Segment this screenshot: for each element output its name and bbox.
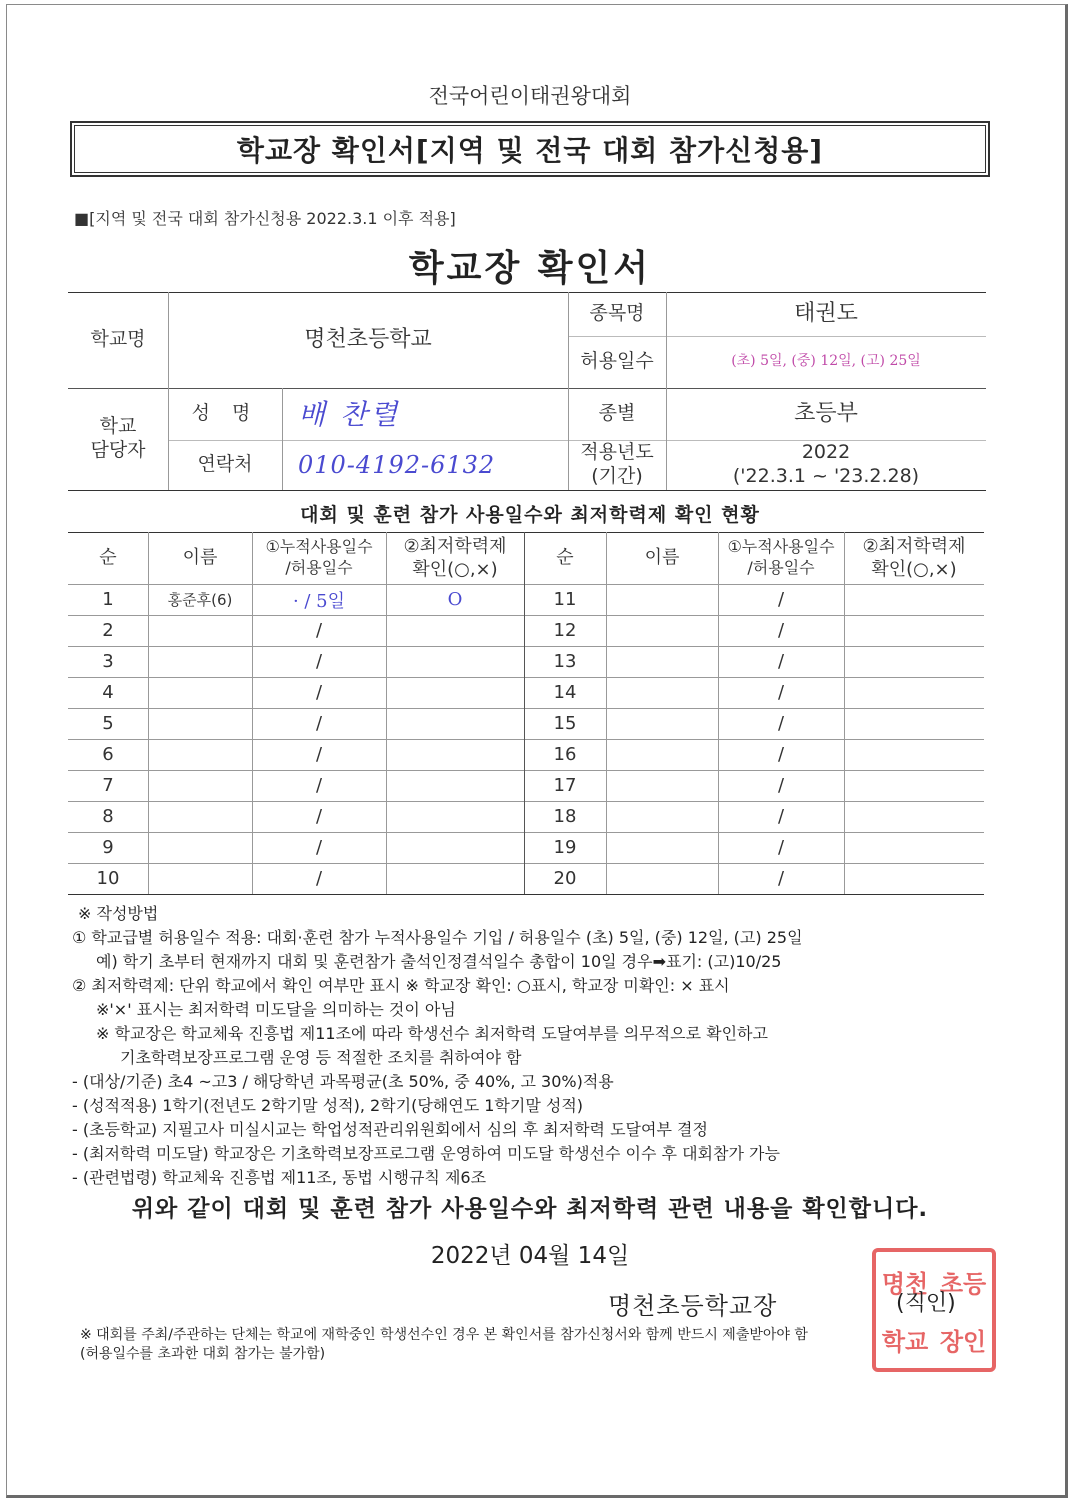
instruction-line: ※ 작성방법 [78,904,159,923]
applicability-notice: ■[지역 및 전국 대회 참가신청용 2022.3.1 이후 적용] [74,209,456,228]
roster-name-cell [148,801,252,832]
roster-acad-cell [386,677,524,708]
roster-name-cell [148,739,252,770]
allowed-days-label: 허용일수 [580,350,654,373]
roster-acad-cell [844,646,984,677]
roster-acad-cell [844,863,984,894]
grid-line [68,532,984,533]
roster-no-cell: 8 [102,806,114,827]
event-title: 전국어린이태권왕대회 [428,84,632,108]
roster-no-cell: 2 [102,620,114,641]
signer-title: 명천초등학교장 [608,1292,778,1320]
header-days-line1: ①누적사용일수 [727,537,835,557]
grid-line [68,894,984,895]
division-label: 종별 [598,402,636,425]
roster-no-cell: 4 [102,682,114,703]
header-no-left: 순 [99,547,117,569]
roster-days-cell: / [777,713,785,734]
header-acad-line2: 확인(○,×) [871,559,957,580]
year-value-line2: ('22.3.1 ~ '23.2.28) [732,465,920,487]
instructions [72,902,992,1190]
roster-name-cell [606,708,718,739]
roster-no-cell: 6 [102,744,114,765]
roster-name-cell [606,615,718,646]
roster-days-cell: / [777,620,785,641]
footnote [80,1326,1000,1364]
staff-label-line1: 학교 [99,415,137,438]
roster-acad-cell [844,677,984,708]
header-days-line1: ①누적사용일수 [265,537,373,557]
seal-mark: (직인) [896,1291,956,1316]
instruction-line: - (초등학교) 지필고사 미실시교는 학업성적관리위원회에서 심의 후 최저학력 도달여부 결정 [72,1120,708,1139]
roster-acad-cell [844,708,984,739]
confirmation-statement: 위와 같이 대회 및 훈련 참가 사용일수와 최저학력 관련 내용을 확인합니다. [131,1196,929,1222]
roster-no-cell: 12 [553,620,577,641]
roster-section-title: 대회 및 훈련 참가 사용일수와 최저학력제 확인 현황 [300,504,760,526]
instruction-line: - (최저학력 미도달) 학교장은 기초학력보장프로그램 운영하여 미도달 학생선수 이수 후 대회참가 가능 [72,1144,780,1163]
roster-name-cell: 홍준후(6) [167,591,233,609]
roster-name-cell [148,615,252,646]
roster-name-cell [148,770,252,801]
header-acad-left [386,532,524,584]
roster-days-cell: / [315,775,323,796]
roster-name-cell [606,801,718,832]
roster-name-cell [148,832,252,863]
roster-no-cell: 1 [102,589,114,610]
instruction-line: - (성적적용) 1학기(전년도 2학기말 성적), 2학기(당해연도 1학기말 성적) [72,1096,584,1115]
year-label [568,440,666,490]
header-acad-right [844,532,984,584]
instruction-line: - (관련법령) 학교체육 진흥법 제11조, 동법 시행규칙 제6조 [72,1168,487,1187]
footnote-line: (허용일수를 초과한 대회 참가는 불가함) [80,1346,326,1362]
form-title: 학교장 확인서[지역 및 전국 대회 참가신청용] [70,121,990,177]
roster-name-cell [606,770,718,801]
sport-value: 태권도 [794,301,858,327]
roster-acad-cell [386,832,524,863]
roster-days-cell: / [315,651,323,672]
school-name-label: 학교명 [90,328,146,351]
roster-name-cell [606,863,718,894]
seal-char: 명천 [881,1268,929,1298]
instruction-line: ※ 학교장은 학교체육 진흥법 제11조에 따라 학생선수 최저학력 도달여부를 의무적으로 확인하고 [96,1024,768,1043]
header-days-right [718,532,844,584]
header-days-line2: /허용일수 [747,558,815,577]
seal-char: 장인 [939,1326,987,1356]
footnote-line: ※ 대회를 주최/주관하는 단체는 학교에 재학중인 학생선수인 경우 본 확인서를 참가신청서와 함께 반드시 제출받아야 함 [80,1327,808,1343]
roster-name-cell [606,584,718,615]
sport-label: 종목명 [589,302,645,325]
roster-no-cell: 19 [553,837,577,858]
year-value [666,440,986,490]
roster-acad-cell [386,801,524,832]
roster-days-cell: / [777,837,785,858]
roster-no-cell: 11 [553,589,577,610]
header-name-right: 이름 [644,547,680,569]
header-days-line2: /허용일수 [285,558,353,577]
roster-name-cell [148,646,252,677]
roster-grid [68,532,984,896]
roster-days-cell: / [777,744,785,765]
header-no-right: 순 [556,547,574,569]
roster-days-cell: / [315,713,323,734]
roster-name-cell [148,863,252,894]
year-value-line1: 2022 [801,441,851,464]
issue-date: 2022년 04월 14일 [430,1243,630,1269]
roster-days-cell: / [777,651,785,672]
roster-acad-cell [386,615,524,646]
roster-acad-cell [386,770,524,801]
header-acad-line2: 확인(○,×) [412,559,498,580]
roster-name-cell [148,677,252,708]
division-value: 초등부 [794,401,858,427]
roster-name-cell [606,739,718,770]
roster-days-cell: / [315,806,323,827]
roster-acad-cell [386,739,524,770]
year-label-line1: 적용년도 [580,441,654,464]
roster-days-cell: · / 5일 [292,590,346,612]
roster-days-cell: / [315,837,323,858]
name-label: 성 명 [191,402,259,425]
roster-acad-cell [386,708,524,739]
contact-value: 010-4192-6132 [298,451,496,479]
header-acad-line1: ②최저학력제 [403,535,507,557]
roster-no-cell: 9 [102,837,114,858]
header-acad-line1: ②최저학력제 [862,535,966,557]
instruction-line: ② 최저학력제: 단위 학교에서 확인 여부만 표시 ※ 학교장 확인: ○표시, 학교장 미확인: × 표시 [72,976,730,995]
instruction-line: 예) 학기 초부터 현재까지 대회 및 훈련참가 출석인정결석일수 총합이 10일 경우➡표기: (고)10/25 [96,952,782,971]
contact-label: 연락처 [197,453,253,476]
roster-acad-cell [844,739,984,770]
roster-days-cell: / [777,806,785,827]
roster-no-cell: 16 [553,744,577,765]
seal-char: 학교 [881,1326,929,1356]
allowed-days-value: (초) 5일, (중) 12일, (고) 25일 [731,353,921,370]
roster-days-cell: / [315,868,323,889]
school-name-value: 명천초등학교 [304,327,432,353]
staff-name-value: 배 찬렬 [298,397,401,431]
instruction-line: ※'×' 표시는 최저학력 미도달을 의미하는 것이 아님 [96,1000,456,1019]
roster-no-cell: 7 [102,775,114,796]
roster-acad-cell [386,646,524,677]
roster-days-cell: / [777,682,785,703]
roster-days-cell: / [315,744,323,765]
roster-name-cell [606,677,718,708]
roster-name-cell [606,832,718,863]
roster-days-cell: / [315,682,323,703]
roster-days-cell: / [777,868,785,889]
staff-label [68,388,168,490]
roster-acad-cell: O [447,589,463,610]
roster-no-cell: 20 [553,868,577,889]
document-title: 학교장 확인서 [408,248,652,289]
roster-days-cell: / [777,589,785,610]
info-table [68,292,986,492]
instruction-line: ① 학교급별 허용일수 적용: 대회·훈련 참가 누적사용일수 기입 / 허용일수 (초) 5일, (중) 12일, (고) 25일 [72,928,803,947]
roster-acad-cell [844,832,984,863]
roster-no-cell: 3 [102,651,114,672]
instruction-line: 기초학력보장프로그램 운영 등 적절한 조치를 취하여야 함 [120,1048,522,1067]
staff-label-line2: 담당자 [90,439,146,461]
header-name-left: 이름 [182,547,218,569]
roster-acad-cell [844,770,984,801]
instruction-line: - (대상/기준) 초4 ~고3 / 해당학년 과목평균(초 50%, 중 40%, 고 30%)적용 [72,1072,614,1091]
roster-no-cell: 17 [553,775,577,796]
roster-name-cell [606,646,718,677]
roster-days-cell: / [777,775,785,796]
roster-acad-cell [844,615,984,646]
roster-no-cell: 10 [96,868,120,889]
roster-no-cell: 5 [102,713,114,734]
year-label-line2: (기간) [591,465,643,487]
roster-acad-cell [844,801,984,832]
roster-no-cell: 18 [553,806,577,827]
roster-days-cell: / [315,620,323,641]
roster-no-cell: 14 [553,682,577,703]
roster-no-cell: 13 [553,651,577,672]
roster-no-cell: 15 [553,713,577,734]
roster-acad-cell [844,584,984,615]
roster-name-cell [148,708,252,739]
seal-char: 초등 [939,1268,987,1298]
header-days-left [252,532,386,584]
roster-acad-cell [386,863,524,894]
